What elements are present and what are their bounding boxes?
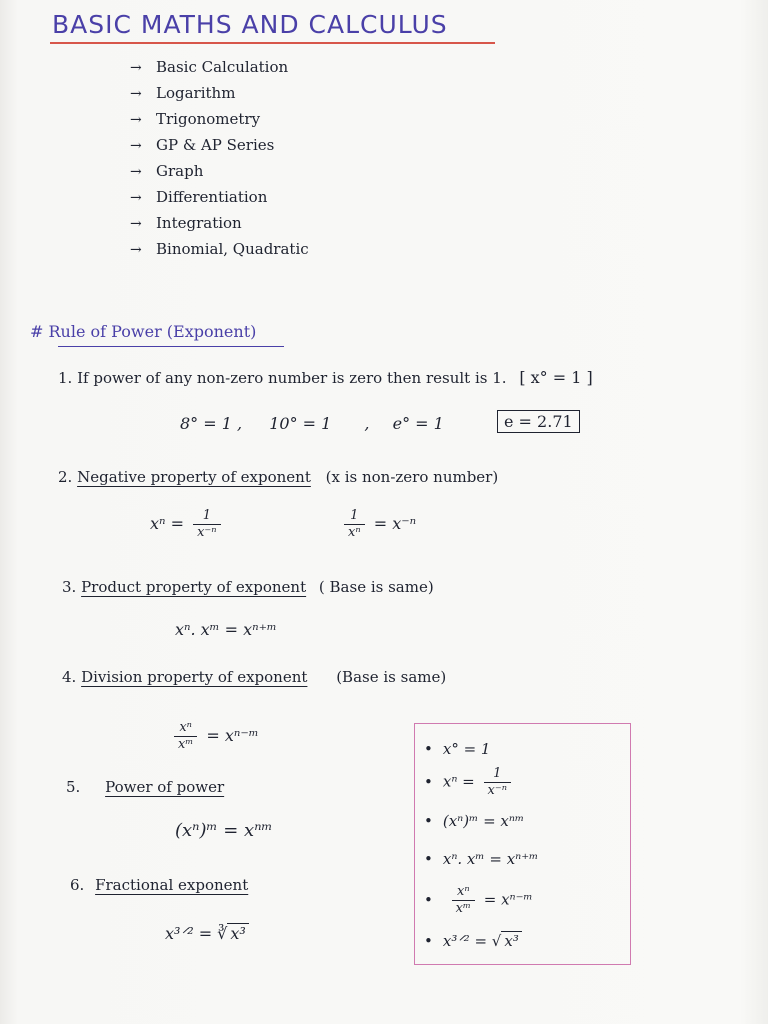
rule-3-title: Product property of exponent <box>81 578 307 596</box>
list-item: → Logarithm <box>130 82 309 108</box>
rule-2-formula-1: xⁿ = $\frac{1}{\text{x⁻ⁿ}}$ <box>150 508 225 541</box>
summary-item-6: • x³ᐟ² = √ x³ <box>424 932 522 950</box>
rule-1-text: If power of any non-zero number is zero then result is 1. <box>77 369 507 387</box>
rule-4: 4. Division property of exponent (Base is same) <box>62 668 447 686</box>
list-item: → GP & AP Series <box>130 134 309 160</box>
arrow-icon: → <box>130 138 142 154</box>
list-item: → Differentiation <box>130 186 309 212</box>
rule-1-examples: 8° = 1 , 10° = 1 , e° = 1 <box>180 414 444 433</box>
summary-item-4: • xⁿ. xᵐ = xⁿ⁺ᵐ <box>424 850 539 868</box>
arrow-icon: → <box>130 60 142 76</box>
e-value-box: e = 2.71 <box>497 410 580 433</box>
arrow-icon: → <box>130 242 142 258</box>
rule-6-title: Fractional exponent <box>95 876 249 894</box>
section-heading: # Rule of Power (Exponent) <box>30 322 257 341</box>
rule-6-formula: x³ᐟ² = ∛ x³ <box>165 924 249 943</box>
list-item: → Basic Calculation <box>130 56 309 82</box>
list-item: → Trigonometry <box>130 108 309 134</box>
summary-item-1: • x° = 1 <box>424 740 491 758</box>
title-underline <box>50 42 495 44</box>
summary-item-3: • (xⁿ)ᵐ = xⁿᵐ <box>424 812 525 830</box>
rule-5: 5. Power of power <box>66 778 225 796</box>
summary-item-5: • $\frac{\text{xⁿ}}{\text{xᵐ}}$ = xⁿ⁻ᵐ <box>424 884 533 916</box>
rule-2-note: (x is non-zero number) <box>325 468 499 486</box>
arrow-icon: → <box>130 190 142 206</box>
heading-underline <box>58 346 284 347</box>
summary-box <box>414 723 631 965</box>
list-item: → Graph <box>130 160 309 186</box>
rule-2-title: Negative property of exponent <box>77 468 311 486</box>
arrow-icon: → <box>130 112 142 128</box>
rule-5-formula: (xⁿ)ᵐ = xⁿᵐ <box>175 820 273 841</box>
rule-2-formula-2: $\frac{1}{\text{xⁿ}}$ = x⁻ⁿ <box>340 508 416 541</box>
arrow-icon: → <box>130 86 142 102</box>
rule-5-title: Power of power <box>105 778 225 796</box>
arrow-icon: → <box>130 164 142 180</box>
rule-6: 6. Fractional exponent <box>70 876 249 894</box>
rule-4-note: (Base is same) <box>336 668 447 686</box>
rule-2: 2. Negative property of exponent (x is non-zero number) <box>58 468 499 486</box>
arrow-icon: → <box>130 216 142 232</box>
rule-3-formula: xⁿ. xᵐ = xⁿ⁺ᵐ <box>175 620 277 639</box>
list-item: → Integration <box>130 212 309 238</box>
summary-item-2: • xⁿ = $\frac{1}{\text{x⁻ⁿ}}$ <box>424 766 515 799</box>
list-item: → Binomial, Quadratic <box>130 238 309 264</box>
rule-4-title: Division property of exponent <box>81 668 308 686</box>
rule-3-note: ( Base is same) <box>318 578 434 596</box>
rule-4-formula: $\frac{\text{xⁿ}}{\text{xᵐ}}$ = xⁿ⁻ᵐ <box>170 720 259 753</box>
rule-1-bracket: [ x° = 1 ] <box>519 368 593 387</box>
topic-list <box>130 56 309 264</box>
page-title: BASIC MATHS AND CALCULUS <box>52 10 448 39</box>
rule-3: 3. Product property of exponent ( Base is same) <box>62 578 434 596</box>
rule-1: 1. If power of any non-zero number is zero then result is 1. [ x° = 1 ] <box>58 368 593 387</box>
